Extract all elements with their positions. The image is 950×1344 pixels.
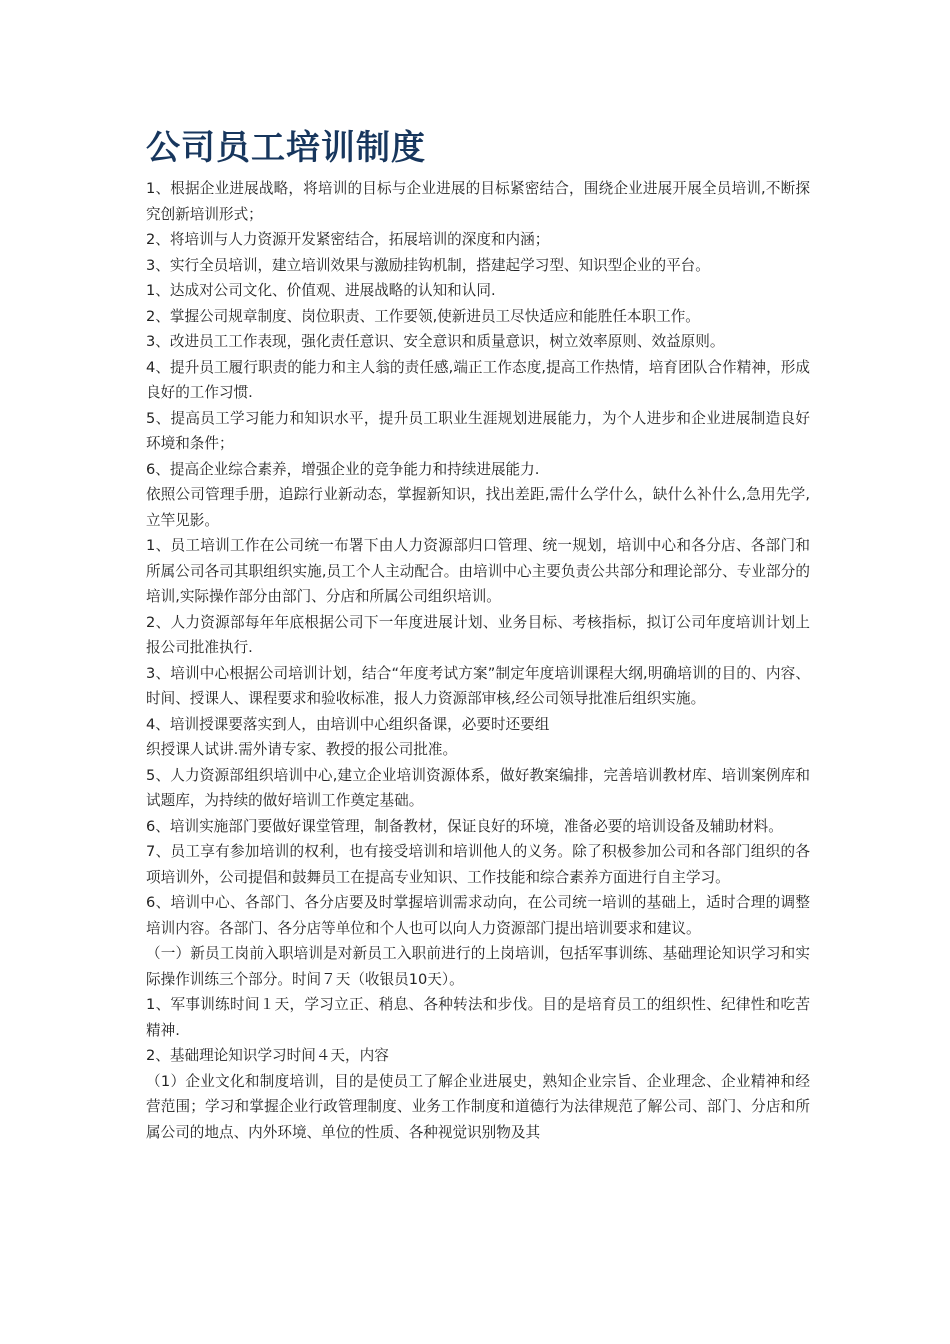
paragraph: 6、培训实施部门要做好课堂管理，制备教材，保证良好的环境，准备必要的培训设备及辅助材料。 (146, 817, 783, 835)
paragraph: 1、根据企业进展战略，将培训的目标与企业进展的目标紧密结合，围绕企业进展开展全员培训,不断探究创新培训形式； (146, 180, 810, 223)
paragraph: 4、培训授课要落实到人，由培训中心组织备课，必要时还要组 (146, 715, 550, 733)
paragraph: 3、实行全员培训，建立培训效果与激励挂钩机制，搭建起学习型、知识型企业的平台。 (146, 256, 710, 274)
paragraph: 6、培训中心、各部门、各分店要及时掌握培训需求动向，在公司统一培训的基础上，适时合理的调整培训内容。各部门、各分店等单位和个人也可以向人力资源部门提出培训要求和建议。 (146, 894, 810, 937)
paragraph: 2、基础理论知识学习时间４天，内容 (146, 1047, 389, 1064)
paragraph: 2、将培训与人力资源开发紧密结合，拓展培训的深度和内涵； (146, 231, 550, 248)
paragraph: 5、人力资源部组织培训中心,建立企业培训资源体系，做好教案编排，完善培训教材库、培训案例库和试题库，为持续的做好培训工作奠定基础。 (146, 766, 810, 809)
paragraph: 6、提高企业综合素养，增强企业的竞争能力和持续进展能力. (146, 460, 540, 478)
paragraph: 1、达成对公司文化、价值观、进展战略的认知和认同. (146, 282, 496, 299)
paragraph: 1、员工培训工作在公司统一布署下由人力资源部归口管理、统一规划，培训中心和各分店、各部门和所属公司各司其职组织实施,员工个人主动配合。由培训中心主要负责公共部分和理论部分、专业部分的培训,实际操作部分由部门、分店和所属公司组织培训。 (146, 537, 810, 605)
paragraph: （1）企业文化和制度培训，目的是使员工了解企业进展史，熟知企业宗旨、企业理念、企业精神和经营范围；学习和掌握企业行政管理制度、业务工作制度和道德行为法律规范了解公司、部门、分店和所属公司的地点、内外环境、单位的性质、各种视觉识别物及其 (146, 1072, 810, 1141)
paragraph: 1、军事训练时间１天，学习立正、稍息、各种转法和步伐。目的是培育员工的组织性、纪律性和吃苦精神. (146, 996, 810, 1039)
document-title: 公司员工培训制度 (146, 128, 426, 168)
paragraph: 2、人力资源部每年年底根据公司下一年度进展计划、业务目标、考核指标，拟订公司年度培训计划上报公司批准执行. (146, 613, 810, 656)
paragraph: 3、改进员工工作表现，强化责任意识、安全意识和质量意识，树立效率原则、效益原则。 (146, 333, 725, 350)
paragraph: 2、掌握公司规章制度、岗位职责、工作要领,使新进员工尽快适应和能胜任本职工作。 (146, 307, 700, 325)
paragraph: 依照公司管理手册，追踪行业新动态，掌握新知识，找出差距,需什么学什么，缺什么补什么,急用先学,立竿见影。 (146, 486, 810, 529)
paragraph: 4、提升员工履行职责的能力和主人翁的责任感,端正工作态度,提高工作热情，培育团队合作精神，形成良好的工作习惯. (146, 358, 810, 401)
document-body (146, 176, 810, 1145)
paragraph: 3、培训中心根据公司培训计划，结合“年度考试方案”制定年度培训课程大纲,明确培训的目的、内容、时间、授课人、课程要求和验收标准，报人力资源部审核,经公司领导批准后组织实施。 (146, 664, 810, 707)
paragraph: 5、提高员工学习能力和知识水平，提升员工职业生涯规划进展能力，为个人进步和企业进展制造良好环境和条件； (146, 409, 810, 452)
paragraph: 织授课人试讲.需外请专家、教授的报公司批准。 (146, 741, 458, 758)
paragraph: 7、员工享有参加培训的权利，也有接受培训和培训他人的义务。除了积极参加公司和各部门组织的各项培训外，公司提倡和鼓舞员工在提高专业知识、工作技能和综合素养方面进行自主学习。 (146, 843, 810, 886)
paragraph: （一）新员工岗前入职培训是对新员工入职前进行的上岗培训，包括军事训练、基础理论知识学习和实际操作训练三个部分。时间７天（收银员10天）。 (146, 945, 810, 988)
document-page (146, 120, 810, 1145)
